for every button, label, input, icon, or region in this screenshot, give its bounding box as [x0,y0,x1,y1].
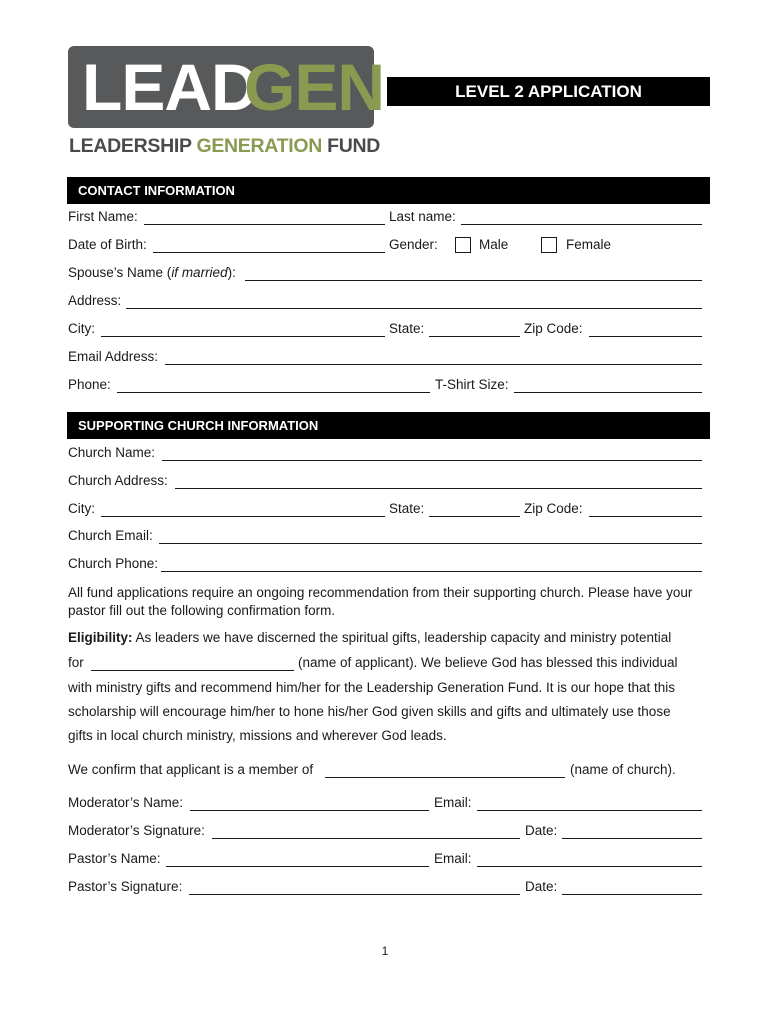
eligibility-line-5: gifts in local church ministry, missions and wherever God leads. [68,728,447,743]
applicant-name-field[interactable] [91,670,294,671]
email-label: Email Address: [68,349,159,364]
church-city-label: City: [68,501,95,516]
moderator-date-field[interactable] [562,838,702,839]
address-field[interactable] [126,308,702,309]
zip-field[interactable] [589,336,702,337]
moderator-signature-label: Moderator’s Signature: [68,823,205,838]
phone-field[interactable] [117,392,430,393]
pastor-email-field[interactable] [477,866,702,867]
page-number: 1 [381,944,389,958]
tagline-part: LEADERSHIP [69,135,197,157]
dob-field[interactable] [153,252,385,253]
pastor-date-label: Date: [525,879,558,894]
moderator-date-label: Date: [525,823,558,838]
page-title: LEVEL 2 APPLICATION [387,77,710,106]
church-membership-field[interactable] [325,777,565,778]
recommendation-note: All fund applications require an ongoing recommendation from their supporting church. Please have your pastor fill out the following confirmation form. [68,585,693,618]
male-label: Male [479,237,509,252]
church-name-label: Church Name: [68,445,156,460]
moderator-name-field[interactable] [190,810,429,811]
church-section-header: SUPPORTING CHURCH INFORMATION [67,412,710,439]
spouse-label-part: Spouse’s Name ( [68,265,172,280]
spouse-label-part: ): [227,265,236,280]
eligibility-paragraph [68,630,671,646]
address-label: Address: [68,293,122,308]
church-city-field[interactable] [101,516,385,517]
church-phone-label: Church Phone: [68,556,159,571]
pastor-name-label: Pastor’s Name: [68,851,161,866]
moderator-name-label: Moderator’s Name: [68,795,184,810]
tshirt-field[interactable] [514,392,702,393]
moderator-email-field[interactable] [477,810,702,811]
state-field[interactable] [429,336,520,337]
pastor-signature-label: Pastor’s Signature: [68,879,183,894]
church-phone-field[interactable] [161,571,702,572]
logo-tagline [69,134,380,158]
church-address-label: Church Address: [68,473,168,488]
church-zip-field[interactable] [589,516,702,517]
church-state-label: State: [389,501,425,516]
first-name-label: First Name: [68,209,138,224]
church-zip-label: Zip Code: [524,501,583,516]
pastor-name-field[interactable] [166,866,429,867]
pastor-email-label: Email: [434,851,472,866]
eligibility-label: Eligibility: [68,630,133,645]
church-email-label: Church Email: [68,528,153,543]
male-checkbox[interactable] [455,237,471,253]
name-of-applicant-text: (name of applicant). We believe God has blessed this individual [298,655,678,670]
spouse-name-field[interactable] [245,280,702,281]
confirm-label: We confirm that applicant is a member of [68,762,314,777]
eligibility-text: As leaders we have discerned the spiritual gifts, leadership capacity and ministry potential [132,630,672,645]
phone-label: Phone: [68,377,111,392]
contact-section-header: CONTACT INFORMATION [67,177,710,204]
dob-label: Date of Birth: [68,237,147,252]
pastor-signature-field[interactable] [189,894,520,895]
pastor-date-field[interactable] [562,894,702,895]
moderator-email-label: Email: [434,795,472,810]
last-name-label: Last name: [389,209,456,224]
moderator-signature-field[interactable] [212,838,520,839]
church-name-field[interactable] [162,460,702,461]
female-label: Female [566,237,612,252]
first-name-field[interactable] [144,224,385,225]
eligibility-line-4: scholarship will encourage him/her to hone his/her God given skills and gifts and ultimately use those [68,704,671,719]
zip-label: Zip Code: [524,321,583,336]
spouse-label-italic: if married [171,265,228,280]
last-name-field[interactable] [461,224,702,225]
tagline-part: FUND [322,135,381,157]
name-of-church-text: (name of church). [570,762,676,777]
tshirt-label: T-Shirt Size: [435,377,509,392]
for-label: for [68,655,84,670]
church-address-field[interactable] [175,488,702,489]
city-field[interactable] [101,336,385,337]
female-checkbox[interactable] [541,237,557,253]
email-field[interactable] [165,364,702,365]
logo-lead-text: LEAD [82,50,258,124]
church-email-field[interactable] [159,543,702,544]
state-label: State: [389,321,425,336]
gender-label: Gender: [389,237,438,252]
spouse-label [68,265,236,281]
tagline-part: GENERATION [196,135,323,157]
city-label: City: [68,321,95,336]
eligibility-line-3: with ministry gifts and recommend him/her for the Leadership Generation Fund. It is our hope that this [68,680,676,695]
logo-gen-text: GEN [244,50,385,124]
church-state-field[interactable] [429,516,520,517]
